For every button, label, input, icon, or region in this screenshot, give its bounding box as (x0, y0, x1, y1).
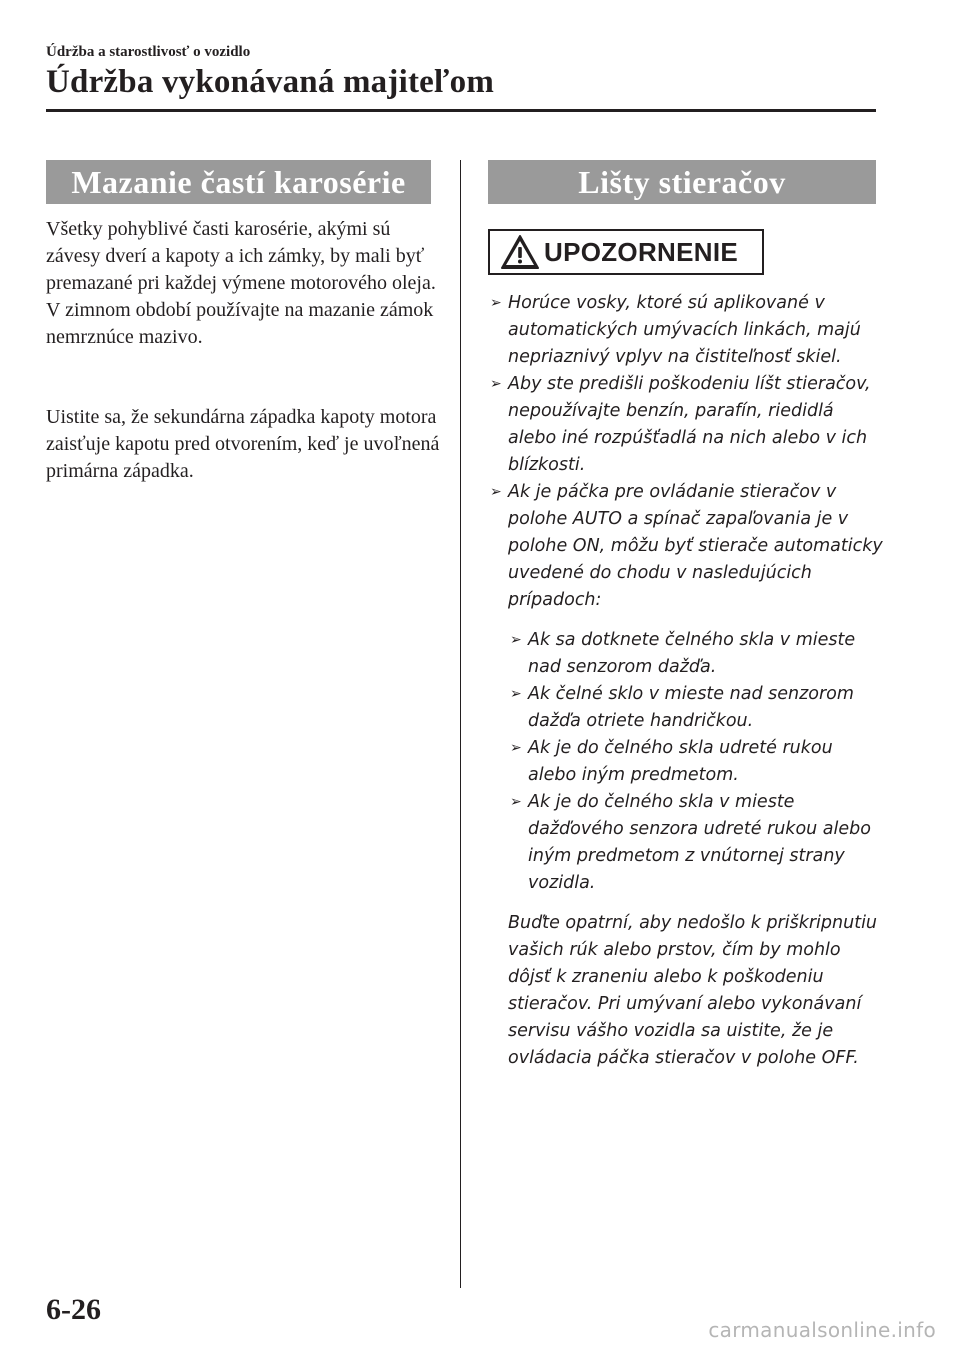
warning-box (488, 229, 764, 275)
section-heading-lubrication: Mazanie častí karosérie (46, 160, 431, 204)
chapter-title: Údržba vykonávaná majiteľom (46, 64, 495, 100)
page-number: 6-26 (46, 1293, 101, 1326)
arrow-bullet-icon: ➢ (510, 740, 522, 756)
arrow-bullet-icon: ➢ (490, 295, 502, 311)
warning-sub-list (490, 627, 885, 897)
arrow-bullet-icon: ➢ (490, 484, 502, 500)
warning-list (490, 290, 885, 614)
sub-list-item-text: Ak je do čelného skla udreté rukou alebo iným predmetom. (528, 738, 833, 785)
sub-list-item (510, 681, 885, 735)
caution-paragraph: Buďte opatrní, aby nedošlo k priškripnutiu vašich rúk alebo prstov, čím by mohlo dôjsť k zraneniu alebo k poškodeniu stieračov. Pri umývaní alebo vykonávaní servisu vášho vozidla sa uistite, že je ovládacia páčka stieračov v polohe OFF. (508, 913, 878, 1068)
sub-list-item (510, 789, 885, 897)
sub-list-item-text: Ak čelné sklo v mieste nad senzorom dažďa otriete handričkou. (528, 684, 854, 731)
list-item (490, 479, 885, 614)
arrow-bullet-icon: ➢ (510, 632, 522, 648)
list-item-text: Ak je páčka pre ovládanie stieračov v polohe AUTO a spínač zapaľovania je v polohe ON, môžu byť stierače automaticky uvedené do chodu v nasledujúcich prípadoch: (508, 482, 883, 610)
body-paragraph: Všetky pohyblivé časti karosérie, akými sú závesy dverí a kapoty a ich zámky, by mali byť premazané pri každej výmene motorového oleja. V zimnom období používajte na mazanie zámok nemrznúce mazivo. (46, 218, 436, 348)
arrow-bullet-icon: ➢ (510, 794, 522, 810)
header-rule (46, 109, 876, 112)
list-item (490, 371, 885, 479)
warning-label: UPOZORNENIE (544, 236, 738, 267)
sub-list-item (510, 627, 885, 681)
list-item (490, 290, 885, 371)
list-item-text: Aby ste predišli poškodeniu líšt stieračov, nepoužívajte benzín, parafín, riedidlá alebo iné rozpúšťadlá na nich alebo v ich blízkosti. (508, 374, 871, 475)
list-item-text: Horúce vosky, ktoré sú aplikované v automatických umývacích linkách, majú nepriaznivý vplyv na čistiteľnosť skiel. (508, 293, 861, 367)
sub-list-item-text: Ak sa dotknete čelného skla v mieste nad senzorom dažďa. (528, 630, 856, 677)
watermark: carmanualsonline.info (708, 1318, 936, 1342)
warning-content (490, 290, 885, 1072)
breadcrumb: Údržba a starostlivosť o vozidlo (46, 44, 251, 60)
sub-list-item-text: Ak je do čelného skla v mieste dažďového senzora udreté rukou alebo iným predmetom z vnútornej strany vozidla. (528, 792, 871, 893)
warning-triangle-icon (500, 234, 540, 270)
column-divider (460, 160, 461, 1288)
sub-list-item (510, 735, 885, 789)
arrow-bullet-icon: ➢ (490, 376, 502, 392)
section-heading-wiper-blades: Lišty stieračov (488, 160, 876, 204)
body-paragraph: Uistite sa, že sekundárna západka kapoty motora zaisťuje kapotu pred otvorením, keď je uvoľnená primárna západka. (46, 406, 440, 482)
arrow-bullet-icon: ➢ (510, 686, 522, 702)
